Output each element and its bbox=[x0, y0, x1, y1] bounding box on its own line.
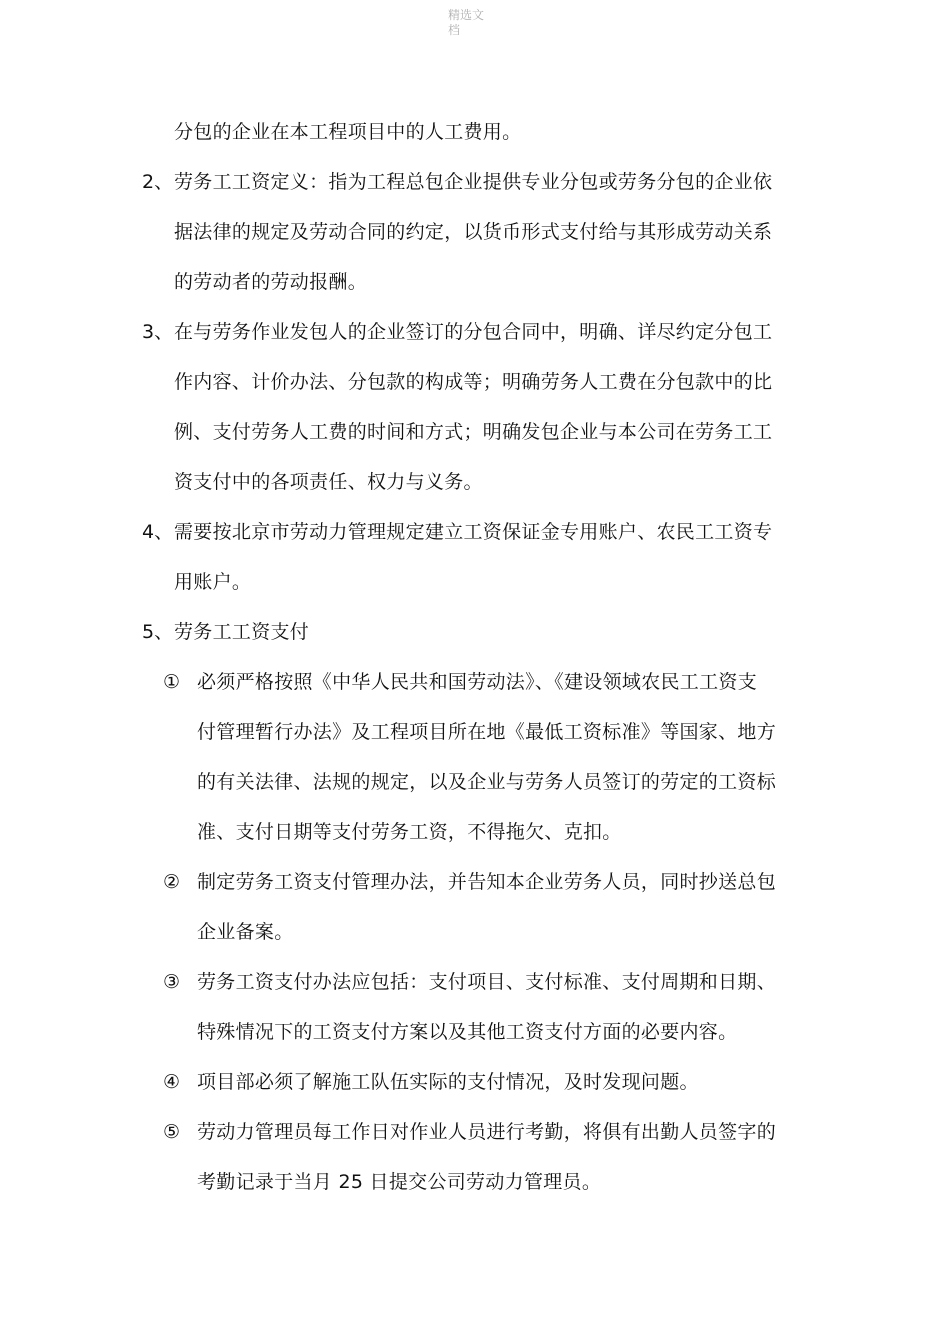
subitem-line: 制定劳务工资支付管理办法，并告知本企业劳务人员，同时抄送总包 bbox=[197, 871, 777, 893]
subitem-line: 准、支付日期等支付劳务工资，不得拖欠、克扣。 bbox=[197, 821, 622, 843]
circled-number-1: ① bbox=[163, 671, 181, 693]
watermark-line-1: 精选文 bbox=[448, 8, 485, 22]
subitem-line: 企业备案。 bbox=[197, 921, 294, 943]
list-number: 4、 bbox=[142, 521, 174, 543]
circled-number-4: ④ bbox=[163, 1071, 181, 1093]
subitem-line: 付管理暂行办法》及工程项目所在地《最低工资标准》等国家、地方 bbox=[197, 721, 777, 743]
list-number: 3、 bbox=[142, 321, 174, 343]
subitem-line: 劳动力管理员每工作日对作业人员进行考勤，将俱有出勤人员签字的 bbox=[197, 1121, 777, 1143]
subitem-line: 项目部必须了解施工队伍实际的支付情况，及时发现问题。 bbox=[197, 1071, 699, 1093]
paragraph-line: 例、支付劳务人工费的时间和方式；明确发包企业与本公司在劳务工工 bbox=[174, 421, 773, 443]
paragraph-line: 作内容、计价办法、分包款的构成等；明确劳务人工费在分包款中的比 bbox=[174, 371, 773, 393]
subitem-line: 劳务工资支付办法应包括：支付项目、支付标准、支付周期和日期、 bbox=[197, 971, 777, 993]
paragraph-line: 需要按北京市劳动力管理规定建立工资保证金专用账户、农民工工资专 bbox=[174, 521, 773, 543]
watermark-line-2: 档 bbox=[448, 23, 461, 37]
list-number: 2、 bbox=[142, 171, 174, 193]
paragraph-line: 据法律的规定及劳动合同的约定，以货币形式支付给与其形成劳动关系 bbox=[174, 221, 773, 243]
circled-number-2: ② bbox=[163, 871, 181, 893]
paragraph-line: 劳务工工资定义：指为工程总包企业提供专业分包或劳务分包的企业依 bbox=[174, 171, 773, 193]
paragraph-line: 分包的企业在本工程项目中的人工费用。 bbox=[174, 121, 522, 143]
subitem-line: 的有关法律、法规的规定，以及企业与劳务人员签订的劳定的工资标 bbox=[197, 771, 777, 793]
paragraph-line: 的劳动者的劳动报酬。 bbox=[174, 271, 368, 293]
paragraph-line: 资支付中的各项责任、权力与义务。 bbox=[174, 471, 483, 493]
subitem-line: 特殊情况下的工资支付方案以及其他工资支付方面的必要内容。 bbox=[197, 1021, 738, 1043]
paragraph-line: 劳务工工资支付 bbox=[174, 621, 310, 643]
circled-number-3: ③ bbox=[163, 971, 181, 993]
subitem-line: 必须严格按照《中华人民共和国劳动法》、《建设领域农民工工资支 bbox=[197, 671, 758, 693]
paragraph-line: 在与劳务作业发包人的企业签订的分包合同中，明确、详尽约定分包工 bbox=[174, 321, 773, 343]
list-number: 5、 bbox=[142, 621, 174, 643]
circled-number-5: ⑤ bbox=[163, 1121, 181, 1143]
subitem-line: 考勤记录于当月 25 日提交公司劳动力管理员。 bbox=[197, 1171, 602, 1193]
paragraph-line: 用账户。 bbox=[174, 571, 252, 593]
